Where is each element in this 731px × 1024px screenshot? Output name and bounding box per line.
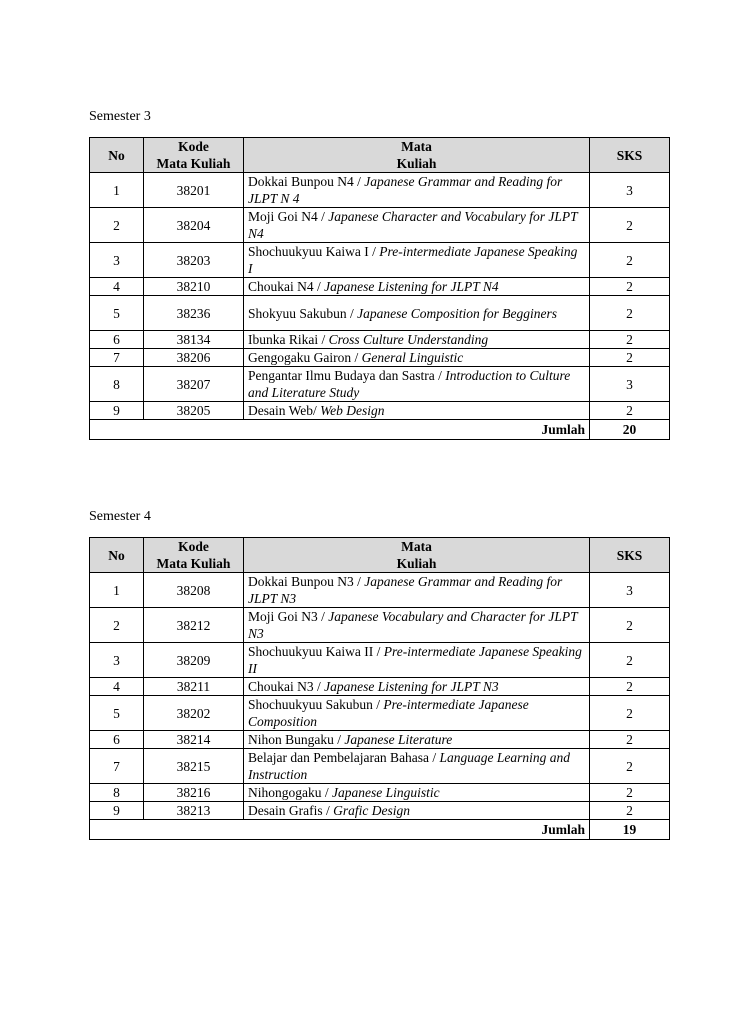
row-course-name [244, 208, 590, 243]
table-row [90, 278, 670, 296]
total-value: 19 [590, 820, 670, 840]
row-course-name [244, 278, 590, 296]
row-no: 4 [90, 678, 144, 696]
row-kode: 38203 [144, 243, 244, 278]
row-course-name [244, 696, 590, 731]
row-no: 6 [90, 731, 144, 749]
total-label: Jumlah [90, 420, 590, 440]
course-name-en: Japanese Character and Vocabulary for JLPT N4 [248, 209, 578, 241]
course-name-id: Desain Web/ [248, 403, 321, 418]
table-row [90, 208, 670, 243]
course-name-en: General Linguistic [361, 350, 464, 365]
course-name-id: Dokkai Bunpou N4 / [248, 174, 365, 189]
row-kode: 38134 [144, 331, 244, 349]
row-no: 8 [90, 367, 144, 402]
row-course-name [244, 296, 590, 331]
row-kode: 38209 [144, 643, 244, 678]
course-name-id: Shochuukyuu Sakubun / [248, 697, 384, 712]
row-course-name [244, 749, 590, 784]
row-course-name [244, 784, 590, 802]
header-mata-kuliah [244, 138, 590, 173]
row-course-name [244, 573, 590, 608]
row-course-name [244, 731, 590, 749]
header-mata-kuliah [244, 538, 590, 573]
row-course-name [244, 608, 590, 643]
course-name-id: Dokkai Bunpou N3 / [248, 574, 365, 589]
row-sks: 2 [590, 643, 670, 678]
row-sks: 3 [590, 573, 670, 608]
row-no: 5 [90, 696, 144, 731]
course-name-en: Japanese Literature [344, 732, 453, 747]
row-course-name [244, 802, 590, 820]
course-name-en: Pre-intermediate Japanese Speaking II [248, 644, 582, 676]
course-name-id: Pengantar Ilmu Budaya dan Sastra / [248, 368, 446, 383]
course-name-id: Nihon Bungaku / [248, 732, 345, 747]
row-sks: 2 [590, 608, 670, 643]
total-label: Jumlah [90, 820, 590, 840]
row-kode: 38206 [144, 349, 244, 367]
row-kode: 38236 [144, 296, 244, 331]
row-course-name [244, 349, 590, 367]
table-header-row [90, 138, 670, 173]
row-kode: 38210 [144, 278, 244, 296]
row-sks: 3 [590, 367, 670, 402]
course-name-id: Shochuukyuu Kaiwa II / [248, 644, 384, 659]
row-no: 7 [90, 349, 144, 367]
header-no: No [90, 138, 144, 173]
row-sks: 2 [590, 696, 670, 731]
course-name-en: Web Design [320, 403, 385, 418]
course-name-id: Moji Goi N3 / [248, 609, 329, 624]
row-no: 9 [90, 402, 144, 420]
table-row [90, 678, 670, 696]
semester-title: Semester 3 [89, 109, 151, 124]
course-name-en: Japanese Grammar and Reading for JLPT N3 [248, 574, 563, 606]
row-kode: 38204 [144, 208, 244, 243]
row-course-name [244, 331, 590, 349]
course-name-id: Nihongogaku / [248, 785, 332, 800]
course-name-id: Gengogaku Gairon / [248, 350, 362, 365]
table-row [90, 696, 670, 731]
course-name-id: Desain Grafis / [248, 803, 334, 818]
course-name-en: Japanese Listening for JLPT N4 [324, 279, 499, 294]
row-course-name [244, 367, 590, 402]
header-mata-line1: Mata [401, 139, 432, 154]
course-table-semester-3 [89, 137, 670, 440]
row-course-name [244, 243, 590, 278]
row-course-name [244, 643, 590, 678]
course-name-id: Belajar dan Pembelajaran Bahasa / [248, 750, 440, 765]
header-kode-line1: Kode [178, 539, 209, 554]
row-kode: 38201 [144, 173, 244, 208]
course-name-en: Japanese Listening for JLPT N3 [324, 679, 499, 694]
row-kode: 38202 [144, 696, 244, 731]
table-row [90, 173, 670, 208]
row-no: 3 [90, 243, 144, 278]
row-kode: 38213 [144, 802, 244, 820]
header-kode [144, 538, 244, 573]
table-row [90, 802, 670, 820]
header-mata-line1: Mata [401, 539, 432, 554]
course-name-en: Pre-intermediate Japanese Speaking I [248, 244, 578, 276]
row-kode: 38211 [144, 678, 244, 696]
table-row [90, 784, 670, 802]
row-sks: 2 [590, 731, 670, 749]
row-sks: 2 [590, 402, 670, 420]
header-no: No [90, 538, 144, 573]
header-mata-line2: Kuliah [396, 556, 437, 571]
course-name-en: Japanese Grammar and Reading for JLPT N 4 [248, 174, 563, 206]
table-row [90, 731, 670, 749]
course-name-id: Choukai N3 / [248, 679, 325, 694]
course-name-id: Ibunka Rikai / [248, 332, 329, 347]
row-course-name [244, 678, 590, 696]
row-sks: 2 [590, 802, 670, 820]
course-name-en: Cross Culture Understanding [328, 332, 489, 347]
row-no: 7 [90, 749, 144, 784]
table-row [90, 749, 670, 784]
row-no: 2 [90, 608, 144, 643]
table-row [90, 296, 670, 331]
course-name-id: Shokyuu Sakubun / [248, 305, 358, 321]
row-sks: 2 [590, 678, 670, 696]
row-no: 9 [90, 802, 144, 820]
row-no: 4 [90, 278, 144, 296]
course-name-en: Language Learning and Instruction [248, 750, 571, 782]
header-sks: SKS [590, 538, 670, 573]
row-no: 1 [90, 573, 144, 608]
table-row [90, 402, 670, 420]
course-table-semester-4 [89, 537, 670, 840]
row-sks: 2 [590, 784, 670, 802]
row-kode: 38207 [144, 367, 244, 402]
course-name-en: Grafic Design [333, 803, 410, 818]
total-row [90, 820, 670, 840]
row-kode: 38214 [144, 731, 244, 749]
row-kode: 38215 [144, 749, 244, 784]
row-course-name [244, 173, 590, 208]
row-no: 2 [90, 208, 144, 243]
course-name-en: Introduction to Culture and Literature Study [248, 368, 571, 400]
row-kode: 38212 [144, 608, 244, 643]
course-name-en: Japanese Linguistic [332, 785, 440, 800]
table-row [90, 643, 670, 678]
course-name-en: Japanese Composition for Begginers [357, 305, 557, 321]
row-no: 5 [90, 296, 144, 331]
table-row [90, 573, 670, 608]
row-sks: 2 [590, 349, 670, 367]
row-sks: 2 [590, 296, 670, 331]
row-sks: 3 [590, 173, 670, 208]
row-course-name [244, 402, 590, 420]
row-no: 6 [90, 331, 144, 349]
table-row [90, 331, 670, 349]
row-no: 1 [90, 173, 144, 208]
header-kode-line2: Mata Kuliah [156, 556, 231, 571]
header-kode [144, 138, 244, 173]
total-row [90, 420, 670, 440]
table-row [90, 608, 670, 643]
row-sks: 2 [590, 243, 670, 278]
row-kode: 38208 [144, 573, 244, 608]
row-no: 8 [90, 784, 144, 802]
table-row [90, 349, 670, 367]
course-name-en: Pre-intermediate Japanese Composition [248, 697, 529, 729]
row-sks: 2 [590, 749, 670, 784]
course-name-id: Choukai N4 / [248, 279, 325, 294]
row-kode: 38205 [144, 402, 244, 420]
header-sks: SKS [590, 138, 670, 173]
row-no: 3 [90, 643, 144, 678]
table-header-row [90, 538, 670, 573]
header-mata-line2: Kuliah [396, 156, 437, 171]
header-kode-line1: Kode [178, 139, 209, 154]
course-name-en: Japanese Vocabulary and Character for JLPT N3 [248, 609, 578, 641]
table-row [90, 367, 670, 402]
course-name-id: Moji Goi N4 / [248, 209, 329, 224]
total-value: 20 [590, 420, 670, 440]
header-kode-line2: Mata Kuliah [156, 156, 231, 171]
row-sks: 2 [590, 278, 670, 296]
semester-title: Semester 4 [89, 509, 151, 524]
row-sks: 2 [590, 208, 670, 243]
course-name-id: Shochuukyuu Kaiwa I / [248, 244, 380, 259]
table-row [90, 243, 670, 278]
row-kode: 38216 [144, 784, 244, 802]
row-sks: 2 [590, 331, 670, 349]
